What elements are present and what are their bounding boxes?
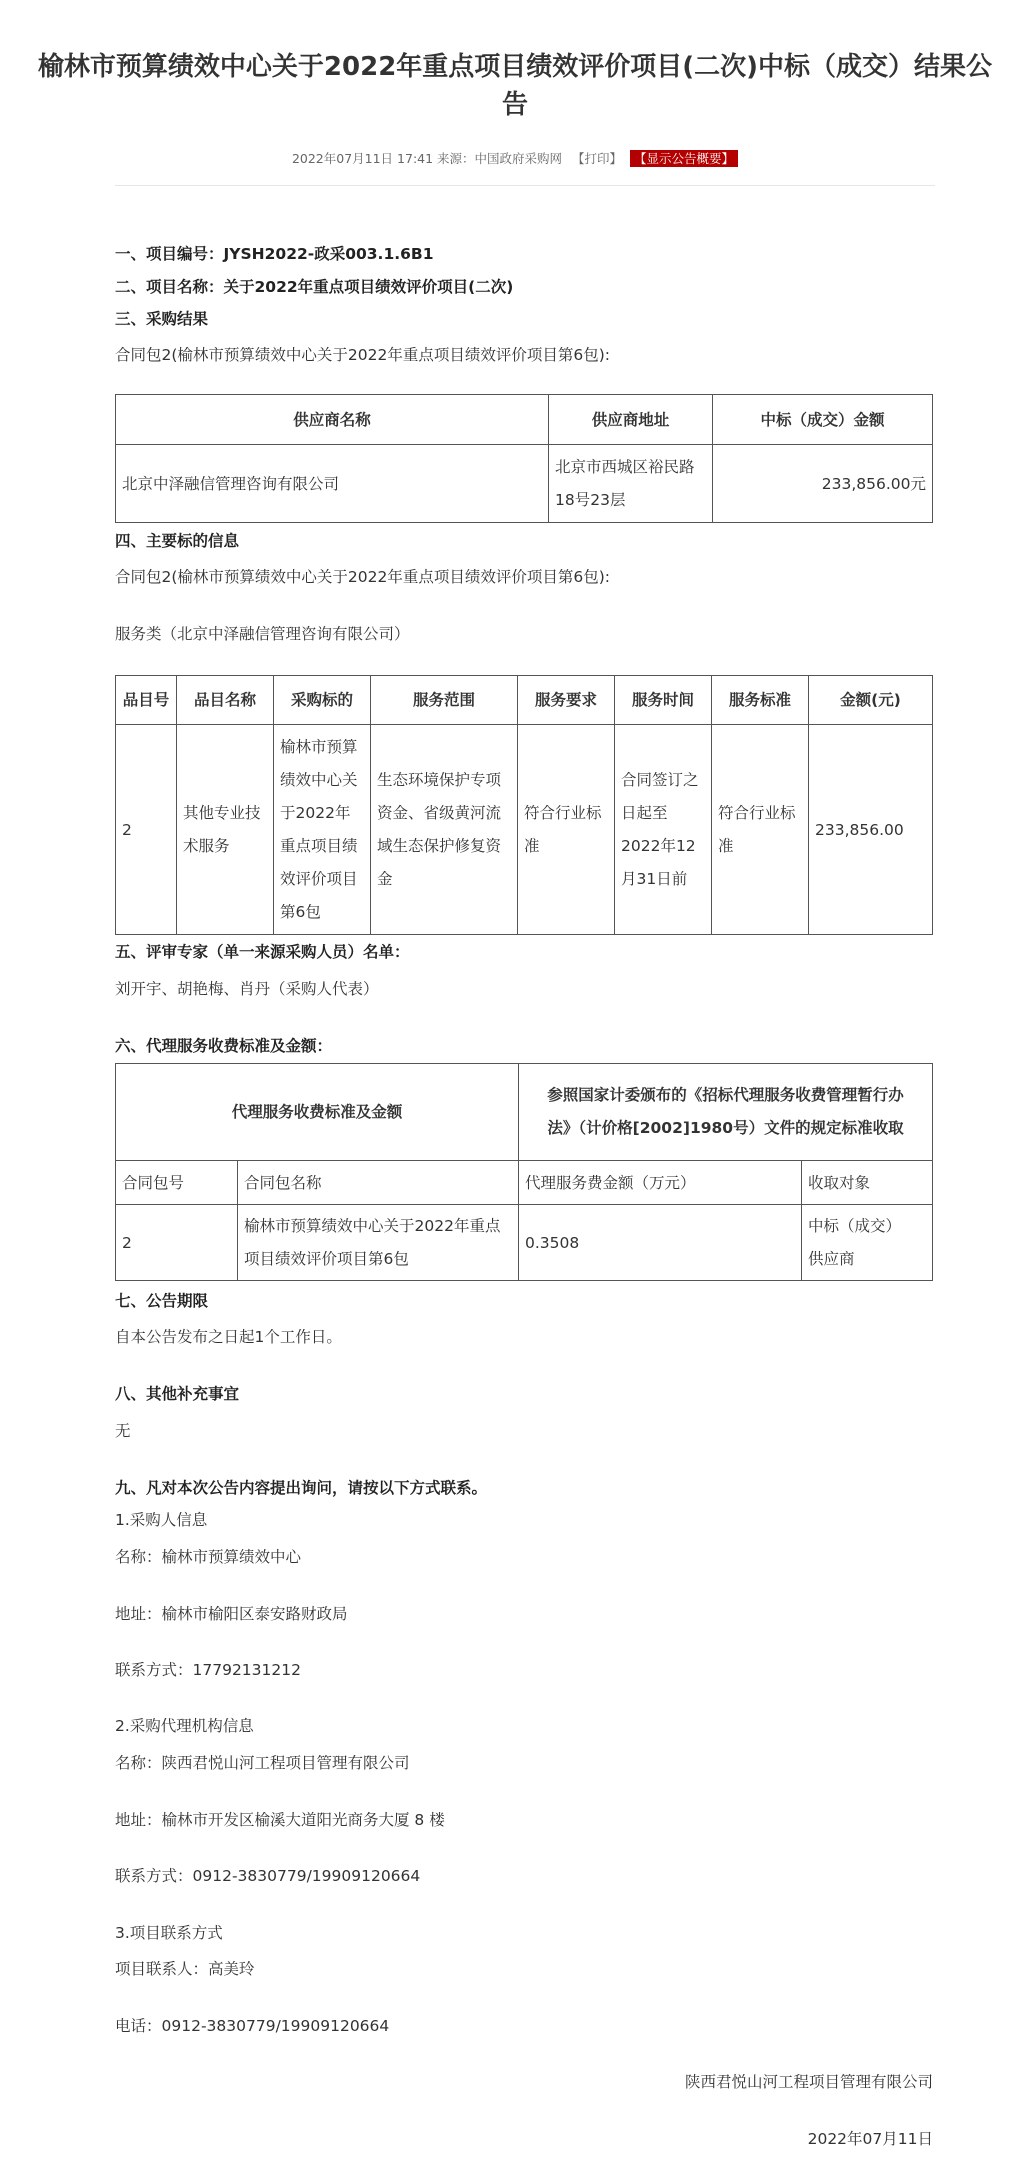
table-header: 服务时间 bbox=[615, 676, 712, 725]
package-line-2: 合同包2(榆林市预算绩效中心关于2022年重点项目绩效评价项目第6包): bbox=[115, 568, 610, 586]
item-name: 其他专业技 术服务 bbox=[177, 725, 274, 935]
section-9-heading: 九、凡对本次公告内容提出询问，请按以下方式联系。 bbox=[115, 1479, 488, 1497]
section-7-heading: 七、公告期限 bbox=[115, 1292, 209, 1310]
table-header: 收取对象 bbox=[802, 1161, 933, 1205]
fee-target: 中标（成交） 供应商 bbox=[802, 1205, 933, 1281]
purchaser-address: 地址：榆林市榆阳区泰安路财政局 bbox=[115, 1605, 348, 1623]
table-header: 品目名称 bbox=[177, 676, 274, 725]
item-table bbox=[115, 675, 933, 935]
fee-right-header: 参照国家计委颁布的《招标代理服务收费管理暂行办 法》（计价格[2002]1980号）文件的规定标准收取 bbox=[519, 1064, 933, 1161]
meta-bar bbox=[0, 149, 1030, 167]
table-row bbox=[116, 445, 933, 523]
show-summary-button[interactable]: 【显示公告概要】 bbox=[630, 150, 738, 167]
award-amount: 233,856.00元 bbox=[713, 445, 933, 523]
table-header: 服务范围 bbox=[371, 676, 518, 725]
project-contact-person: 项目联系人：高美玲 bbox=[115, 1960, 255, 1978]
title-line-2: 告 bbox=[501, 90, 528, 120]
result-table bbox=[115, 394, 933, 523]
item-scope: 生态环境保护专项 资金、省级黄河流 域生态保护修复资 金 bbox=[371, 725, 518, 935]
item-no: 2 bbox=[116, 725, 177, 935]
divider bbox=[115, 185, 935, 186]
table-header: 供应商地址 bbox=[549, 395, 713, 445]
agency-name: 名称：陕西君悦山河工程项目管理有限公司 bbox=[115, 1754, 410, 1772]
item-amount: 233,856.00 bbox=[809, 725, 933, 935]
section-5-heading: 五、评审专家（单一来源采购人员）名单： bbox=[115, 943, 410, 961]
announcement-period: 自本公告发布之日起1个工作日。 bbox=[115, 1328, 342, 1346]
page-title bbox=[10, 48, 1020, 124]
supplier-name: 北京中泽融信管理咨询有限公司 bbox=[116, 445, 549, 523]
purchaser-phone: 联系方式：17792131212 bbox=[115, 1661, 301, 1679]
project-contact-phone: 电话：0912-3830779/19909120664 bbox=[115, 2017, 390, 2035]
section-6-heading: 六、代理服务收费标准及金额： bbox=[115, 1037, 333, 1055]
source-text: 来源：中国政府采购网 bbox=[437, 151, 563, 166]
item-target: 榆林市预算 绩效中心关 于2022年 重点项目绩 效评价项目 第6包 bbox=[274, 725, 371, 935]
purchaser-title: 1.采购人信息 bbox=[115, 1511, 208, 1529]
experts-list: 刘开宇、胡艳梅、肖丹（采购人代表） bbox=[115, 980, 379, 998]
item-requirement: 符合行业标 准 bbox=[518, 725, 615, 935]
table-header: 合同包号 bbox=[116, 1161, 238, 1205]
section-3-heading: 三、采购结果 bbox=[115, 310, 209, 328]
fee-package-name: 榆林市预算绩效中心关于2022年重点 项目绩效评价项目第6包 bbox=[238, 1205, 519, 1281]
service-type: 服务类（北京中泽融信管理咨询有限公司） bbox=[115, 625, 410, 643]
purchaser-name: 名称：榆林市预算绩效中心 bbox=[115, 1548, 302, 1566]
table-header: 金额(元) bbox=[809, 676, 933, 725]
agency-title: 2.采购代理机构信息 bbox=[115, 1717, 254, 1735]
footer-date: 2022年07月11日 bbox=[807, 2130, 933, 2148]
title-line-1: 榆林市预算绩效中心关于2022年重点项目绩效评价项目(二次)中标（成交）结果公 bbox=[37, 52, 993, 82]
section-2-project-name: 二、项目名称：关于2022年重点项目绩效评价项目(二次) bbox=[115, 278, 514, 296]
supplier-address: 北京市西城区裕民路 18号23层 bbox=[549, 445, 713, 523]
fee-package-no: 2 bbox=[116, 1205, 238, 1281]
table-header: 供应商名称 bbox=[116, 395, 549, 445]
fee-left-header: 代理服务收费标准及金额 bbox=[116, 1064, 519, 1161]
other-matters: 无 bbox=[115, 1422, 131, 1440]
fee-amount: 0.3508 bbox=[519, 1205, 802, 1281]
table-header: 合同包名称 bbox=[238, 1161, 519, 1205]
agency-phone: 联系方式：0912-3830779/19909120664 bbox=[115, 1867, 421, 1885]
item-standard: 符合行业标 准 bbox=[712, 725, 809, 935]
table-header: 服务要求 bbox=[518, 676, 615, 725]
table-header: 中标（成交）金额 bbox=[713, 395, 933, 445]
agency-address: 地址：榆林市开发区榆溪大道阳光商务大厦 8 楼 bbox=[115, 1811, 445, 1829]
section-8-heading: 八、其他补充事宜 bbox=[115, 1385, 240, 1403]
publish-date: 2022年07月11日 17:41 bbox=[291, 151, 434, 166]
project-contact-title: 3.项目联系方式 bbox=[115, 1924, 223, 1942]
package-line: 合同包2(榆林市预算绩效中心关于2022年重点项目绩效评价项目第6包): bbox=[115, 346, 610, 364]
item-time: 合同签订之 日起至 2022年12 月31日前 bbox=[615, 725, 712, 935]
print-link[interactable]: 【打印】 bbox=[572, 151, 623, 166]
table-header: 代理服务费金额（万元） bbox=[519, 1161, 802, 1205]
table-header: 品目号 bbox=[116, 676, 177, 725]
table-row bbox=[116, 725, 933, 935]
section-1-project-number: 一、项目编号：JYSH2022-政采003.1.6B1 bbox=[115, 245, 434, 263]
fee-table bbox=[115, 1063, 933, 1281]
table-header: 采购标的 bbox=[274, 676, 371, 725]
section-4-heading: 四、主要标的信息 bbox=[115, 532, 240, 550]
table-row bbox=[116, 1205, 933, 1281]
footer-company: 陕西君悦山河工程项目管理有限公司 bbox=[684, 2073, 933, 2091]
table-header: 服务标准 bbox=[712, 676, 809, 725]
